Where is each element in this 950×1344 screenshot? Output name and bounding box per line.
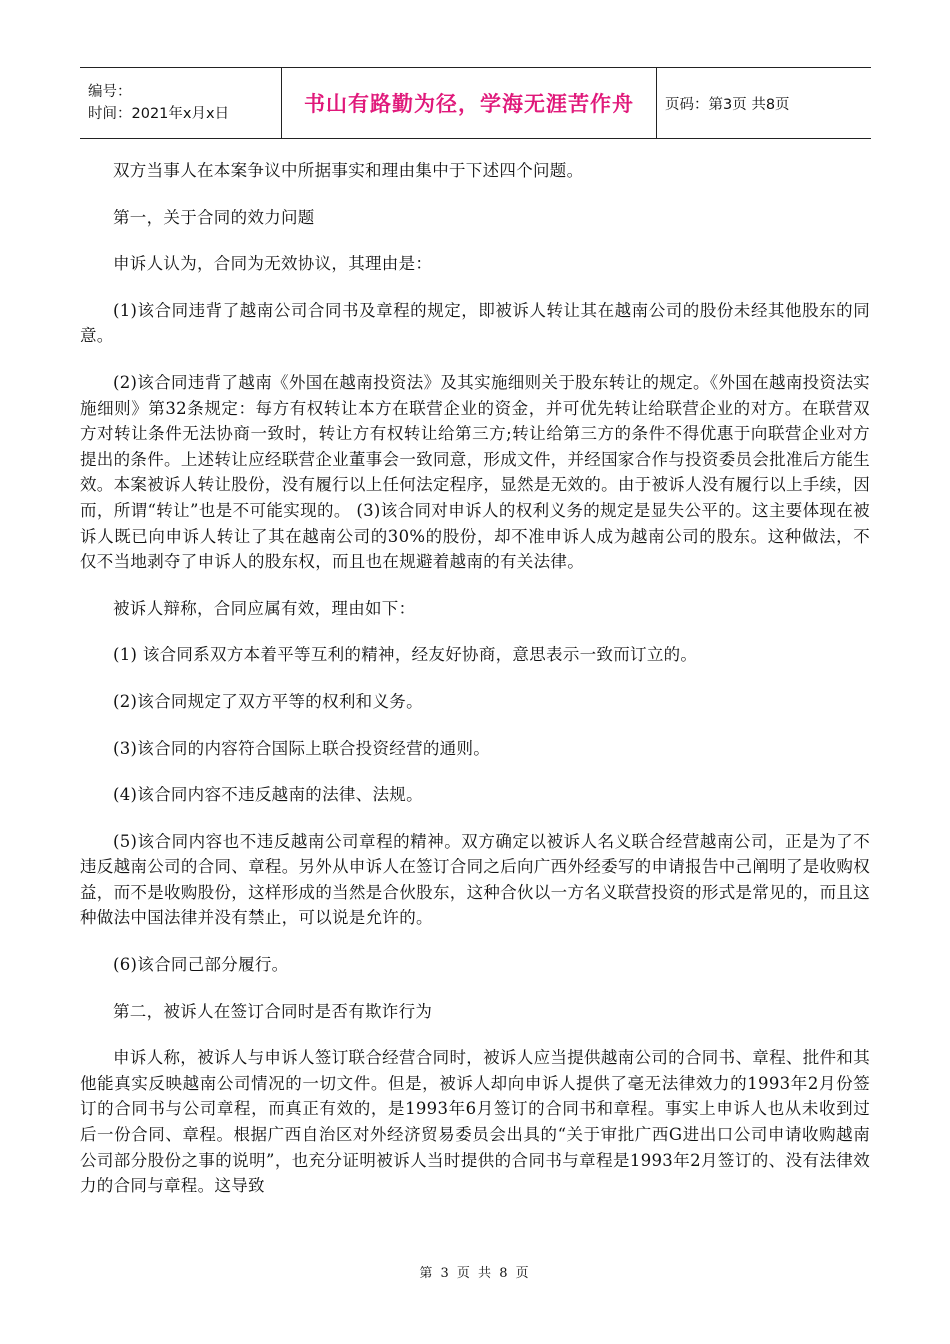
header-page-label: 页码：第3页 共8页 — [665, 96, 790, 113]
paragraph: 被诉人辩称，合同应属有效，理由如下： — [113, 598, 416, 618]
header-slogan-cell — [282, 68, 657, 138]
paragraph: (2)该合同规定了双方平等的权利和义务。 — [113, 691, 423, 711]
section-heading: 第一，关于合同的效力问题 — [113, 207, 315, 227]
paragraph: (3)该合同的内容符合国际上联合投资经营的通则。 — [113, 738, 491, 758]
section-heading: 第二，被诉人在签订合同时是否有欺诈行为 — [113, 1001, 433, 1021]
paragraph: 申诉人认为，合同为无效协议，其理由是： — [113, 254, 433, 274]
paragraph: 双方当事人在本案争议中所据事实和理由集中于下述四个问题。 — [113, 161, 584, 180]
paragraph: (6)该合同己部分履行。 — [113, 955, 289, 975]
paragraph: (1) 该合同系双方本着平等互利的精神，经友好协商，意思表示一致而订立的。 — [113, 645, 698, 665]
page-footer: 第 3 页 共 8 页 — [419, 1266, 531, 1281]
paragraph: 申诉人称，被诉人与申诉人签订联合经营合同时，被诉人应当提供越南公司的合同书、章程、批件和其他能真实反映越南公司情况的一切文件。但是，被诉人却向申诉人提供了毫无法律效力的1993年2月份签订的合同书与公司章程，而真正有效的，是1993年6月签订的合同书和章程。事实上申诉人也从未收到过后一份合同、章程。根据广西自治区对外经济贸易委员会出具的“关于审批广西G进出口公司申请收购越南公司部分股份之事的说明”，也充分证明被诉人当时提供的合同书与章程是1993年2月签订的、没有法律效力的合同与章程。这导致 — [80, 1048, 870, 1196]
document-number-label: 编号： — [88, 84, 132, 100]
page-header — [80, 67, 871, 139]
paragraph: (4)该合同内容不违反越南的法律、法规。 — [113, 785, 423, 805]
document-body — [80, 158, 870, 1220]
paragraph: (5)该合同内容也不违反越南公司章程的精神。双方确定以被诉人名义联合经营越南公司，正是为了不违反越南公司的合同、章程。另外从申诉人在签订合同之后向广西外经委写的申请报告中己阐明了是收购权益，而不是收购股份，这样形成的当然是合伙股东，这种合伙以一方名义联营投资的形式是常见的，而且这种做法中国法律并没有禁止，可以说是允许的。 — [80, 831, 870, 928]
paragraph: (1)该合同违背了越南公司合同书及章程的规定，即被诉人转让其在越南公司的股份未经其他股东的同意。 — [80, 300, 870, 346]
document-time-label: 时间：2021年x月x日 — [88, 106, 230, 122]
header-meta — [80, 68, 282, 138]
header-page-cell — [657, 68, 871, 138]
header-slogan: 书山有路勤为径，学海无涯苦作舟 — [304, 92, 634, 116]
paragraph: (2)该合同违背了越南《外国在越南投资法》及其实施细则关于股东转让的规定。《外国在越南投资法实施细则》第32条规定：每方有权转让本方在联营企业的资金，并可优先转让给联营企业的对方。在联营双方对转让条件无法协商一致时，转让方有权转让给第三方;转让给第三方的条件不得优惠于向联营企业对方提出的条件。上述转让应经联营企业董事会一致同意，形成文件，并经国家合作与投资委员会批准后方能生效。本案被诉人转让股份，没有履行以上任何法定程序，显然是无效的。由于被诉人没有履行以上手续，因而，所谓“转让”也是不可能实现的。 (3)该合同对申诉人的权利义务的规定是显失公平的。这主要体现在被诉人既已向申诉人转让了其在越南公司的30%的股份，却不准申诉人成为越南公司的股东。这种做法，不仅不当地剥夺了申诉人的股东权，而且也在规避着越南的有关法律。 — [80, 372, 870, 572]
